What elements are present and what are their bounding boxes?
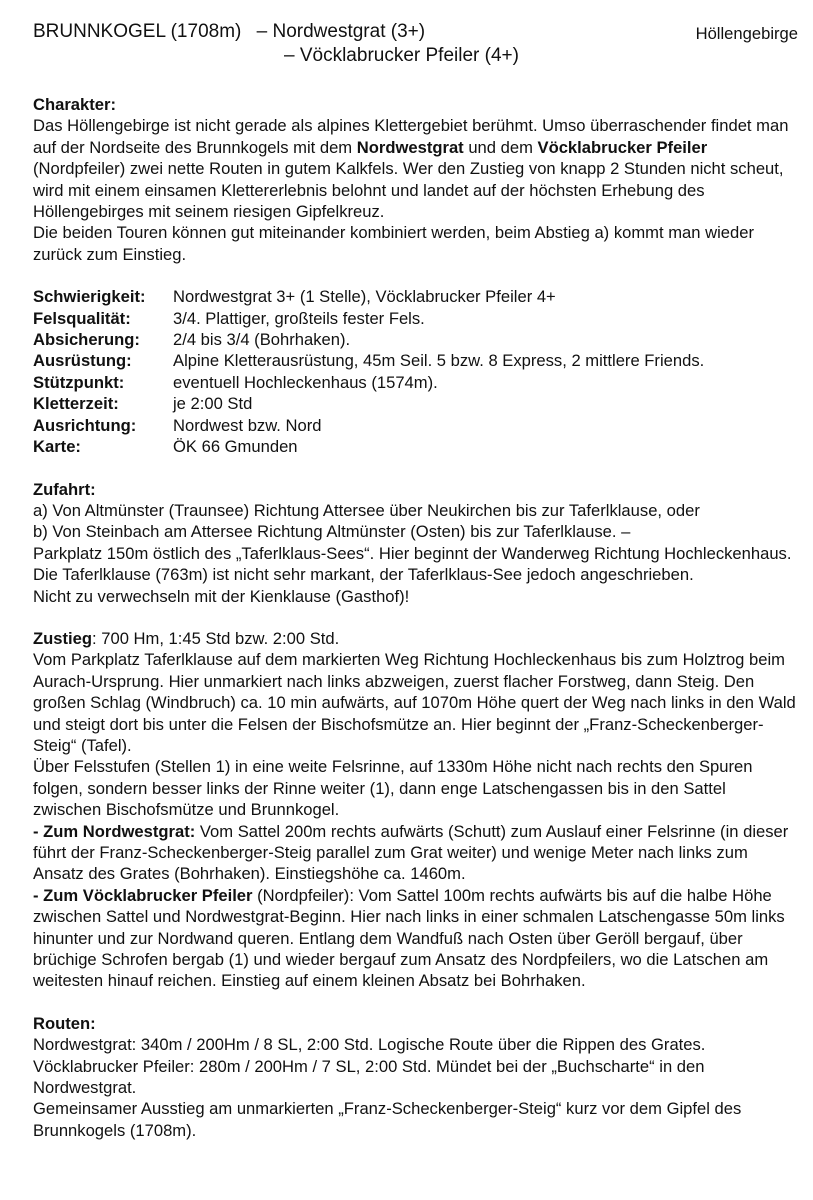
fact-key: Absicherung:	[33, 330, 140, 350]
fact-row	[33, 393, 798, 414]
routen-line-1: Nordwestgrat: 340m / 200Hm / 8 SL, 2:00 Std. Logische Route über die Rippen des Grates.	[33, 1035, 706, 1055]
facts-table	[33, 286, 798, 457]
region-name: Höllengebirge	[695, 24, 798, 43]
fact-row	[33, 350, 798, 371]
routen-heading: Routen:	[33, 1013, 96, 1033]
fact-key: Stützpunkt:	[33, 372, 125, 392]
fact-value: ÖK 66 Gmunden	[173, 437, 298, 457]
fact-key: Ausrüstung:	[33, 351, 132, 371]
document-header	[33, 20, 798, 68]
fact-key: Felsqualität:	[33, 308, 131, 328]
document-page	[33, 20, 798, 1141]
route-1-title: – Nordwestgrat (3+)	[256, 21, 426, 42]
zufahrt-text-3: Nicht zu verwechseln mit der Kienklause (Gasthof)!	[33, 586, 410, 606]
zustieg-text-2: Über Felsstufen (Stellen 1) in eine weite Felsrinne, auf 1330m Höhe nicht nach rechts den Spuren folgen, sondern besser links der Rinne weiter (1), dann enge Latschengassen bis in den Sattel zwischen Bischofsmütze und Brunnkogel.	[33, 757, 753, 820]
peak-title: BRUNNKOGEL (1708m)	[33, 21, 242, 42]
routen-line-3: Gemeinsamer Ausstieg am unmarkierten „Franz-Scheckenberger-Steig“ kurz vor dem Gipfel des Brunnkogels (1708m).	[33, 1099, 742, 1140]
zufahrt-line-b: b) Von Steinbach am Attersee Richtung Altmünster (Osten) bis zur Taferlklause. –	[33, 522, 631, 542]
fact-key: Schwierigkeit:	[33, 287, 146, 307]
nordwestgrat-text: Vom Sattel 200m rechts aufwärts (Schutt) zum Auslauf einer Felsrinne (in dieser führt der Franz-Scheckenberger-Steig parallel zum Grat weiter) und wenige Meter nach links zum Ansatz des Grates (Bohrhaken). Einstiegshöhe ca. 1460m.	[33, 821, 789, 884]
section-charakter	[33, 94, 798, 265]
zufahrt-text-1: Parkplatz 150m östlich des „Taferlklaus-Sees“. Hier beginnt der Wanderweg Richtung Hochleckenhaus.	[33, 543, 792, 563]
zustieg-summary: : 700 Hm, 1:45 Std bzw. 2:00 Std.	[92, 628, 340, 648]
fact-row	[33, 308, 798, 329]
charakter-bold-pfeiler: Vöcklabrucker Pfeiler	[537, 137, 708, 157]
fact-row	[33, 286, 798, 307]
charakter-text-3: (Nordpfeiler) zwei nette Routen in gutem Kalkfels. Wer den Zustieg von knapp 2 Stunden nicht scheut, wird mit einem einsamen Klettererlebnis belohnt und landet auf der höchsten Erhebung des Höllengebirges mit seinem riesigen Gipfelkreuz.	[33, 159, 784, 222]
zufahrt-line-a: a) Von Altmünster (Traunsee) Richtung Attersee über Neukirchen bis zur Taferlklause, oder	[33, 500, 700, 520]
fact-value: Nordwestgrat 3+ (1 Stelle), Vöcklabrucker Pfeiler 4+	[173, 287, 556, 307]
fact-row	[33, 372, 798, 393]
section-zufahrt	[33, 479, 798, 607]
charakter-text-1: Das Höllengebirge ist nicht gerade als alpines Klettergebiet berühmt. Umso überraschender findet man auf der Nordseite des Brunnkogels mit dem	[33, 116, 789, 157]
route-2-title: – Vöcklabrucker Pfeiler (4+)	[284, 45, 519, 66]
fact-value: eventuell Hochleckenhaus (1574m).	[173, 372, 438, 392]
charakter-bold-nordwestgrat: Nordwestgrat	[356, 137, 464, 157]
zufahrt-heading: Zufahrt:	[33, 479, 96, 499]
fact-row	[33, 329, 798, 350]
charakter-paragraph-2: Die beiden Touren können gut miteinander kombiniert werden, beim Abstieg a) kommt man wieder zurück zum Einstieg.	[33, 223, 754, 264]
fact-value: 3/4. Plattiger, großteils fester Fels.	[173, 308, 425, 328]
fact-row	[33, 436, 798, 457]
section-zustieg	[33, 628, 798, 992]
nordwestgrat-label: - Zum Nordwestgrat:	[33, 821, 196, 841]
zustieg-heading: Zustieg	[33, 628, 93, 648]
title-line	[33, 20, 425, 44]
pfeiler-text: (Nordpfeiler): Vom Sattel 100m rechts aufwärts bis auf die halbe Höhe zwischen Sattel und Nordwestgrat-Beginn. Hier nach links in einer schmalen Latschengasse 50m links hinunter und zur Nordwand queren. Entlang dem Wandfuß nach Osten über Geröll bergauf, über brüchige Schrofen bergab (1) und wieder bergauf zum Ansatz des Nordpfeilers, wo die Latschen am weitesten hinauf reichen. Einstieg auf einem kleinen Absatz bei Bohrhaken.	[33, 885, 785, 991]
charakter-text-2: und dem	[463, 137, 538, 157]
fact-value: Alpine Kletterausrüstung, 45m Seil. 5 bzw. 8 Express, 2 mittlere Friends.	[173, 351, 705, 371]
fact-key: Ausrichtung:	[33, 415, 137, 435]
zufahrt-text-2: Die Taferlklause (763m) ist nicht sehr markant, der Taferlklaus-See jedoch angeschrieben.	[33, 565, 694, 585]
charakter-heading: Charakter:	[33, 95, 117, 114]
pfeiler-label: - Zum Vöcklabrucker Pfeiler	[33, 885, 253, 905]
fact-row	[33, 415, 798, 436]
fact-value: je 2:00 Std	[173, 394, 253, 414]
fact-value: 2/4 bis 3/4 (Bohrhaken).	[173, 330, 351, 350]
zustieg-text-1: Vom Parkplatz Taferlklause auf dem markierten Weg Richtung Hochleckenhaus bis zum Holztrog beim Aurach-Ursprung. Hier unmarkiert nach links abzweigen, zuerst flacher Forstweg, dann Steig. Den großen Schlag (Windbruch) ca. 10 min aufwärts, auf 1070m Höhe quert der Weg nach links in den Wald und steigt dort bis unter die Felsen der Bischofsmütze an. Hier beginnt der „Franz-Scheckenberger-Steig“ (Tafel).	[33, 650, 796, 755]
section-routen	[33, 1013, 798, 1141]
fact-key: Kletterzeit:	[33, 394, 119, 414]
charakter-paragraph	[33, 115, 798, 222]
fact-key: Karte:	[33, 437, 81, 457]
zustieg-nordwestgrat	[33, 821, 798, 885]
zustieg-heading-line	[33, 628, 798, 649]
fact-value: Nordwest bzw. Nord	[173, 415, 322, 435]
routen-line-2: Vöcklabrucker Pfeiler: 280m / 200Hm / 7 SL, 2:00 Std. Mündet bei der „Buchscharte“ in den Nordwestgrat.	[33, 1056, 705, 1098]
zustieg-pfeiler	[33, 885, 798, 992]
